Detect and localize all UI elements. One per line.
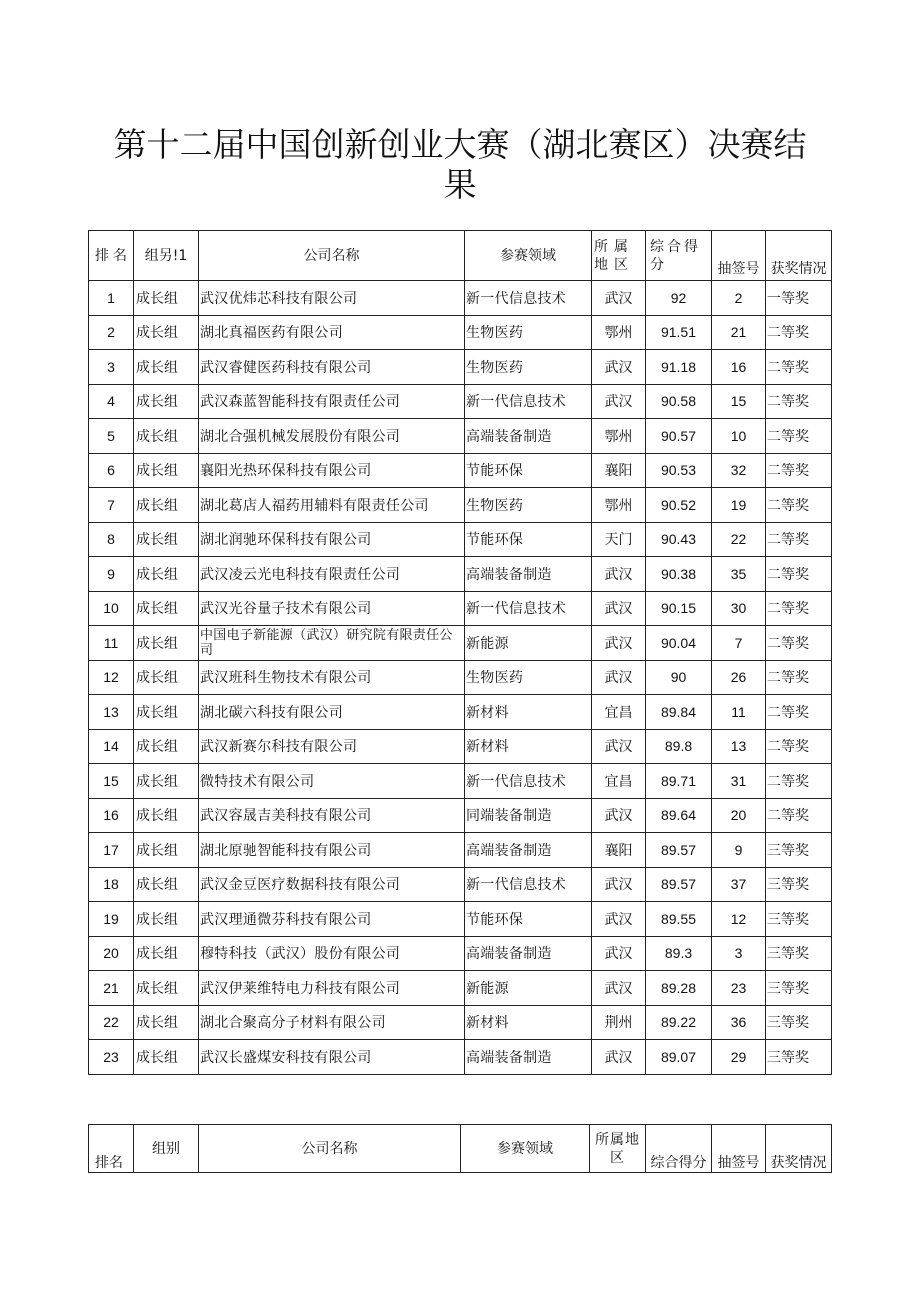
cell-region: 武汉: [592, 660, 646, 695]
cell-draw: 29: [712, 1040, 766, 1075]
cell-group: 成长组: [134, 833, 199, 868]
cell-company: 武汉新赛尔科技有限公司: [199, 729, 465, 764]
table-row: [89, 660, 832, 695]
cell-rank: 11: [89, 626, 134, 661]
cell-region: 鄂州: [592, 315, 646, 350]
header-award: 获奖情况: [766, 231, 832, 281]
table-row: [89, 522, 832, 557]
cell-field: 新材料: [465, 729, 592, 764]
cell-score: 89.64: [646, 798, 712, 833]
cell-region: 襄阳: [592, 453, 646, 488]
cell-company: 湖北碳六科技有限公司: [199, 695, 465, 730]
cell-field: 新一代信息技术: [465, 281, 592, 316]
cell-region: 武汉: [592, 729, 646, 764]
cell-draw: 26: [712, 660, 766, 695]
cell-award: 二等奖: [766, 695, 832, 730]
cell-company: 湖北合聚高分子材料有限公司: [199, 1005, 465, 1040]
results-table-continued: [88, 1124, 832, 1173]
cell-field: 节能环保: [465, 522, 592, 557]
cell-draw: 20: [712, 798, 766, 833]
table-row: [89, 695, 832, 730]
table-row: [89, 384, 832, 419]
cell-score: 90.38: [646, 557, 712, 592]
cell-award: 二等奖: [766, 729, 832, 764]
table-row: [89, 936, 832, 971]
cell-region: 武汉: [592, 902, 646, 937]
header-field: 参赛领域: [461, 1125, 590, 1173]
cell-region: 武汉: [592, 971, 646, 1006]
header-region: 所属地区: [592, 231, 646, 281]
table-row: [89, 350, 832, 385]
cell-region: 武汉: [592, 557, 646, 592]
table-body: [89, 281, 832, 1075]
cell-award: 三等奖: [766, 1040, 832, 1075]
cell-rank: 4: [89, 384, 134, 419]
cell-rank: 6: [89, 453, 134, 488]
cell-draw: 11: [712, 695, 766, 730]
cell-score: 89.3: [646, 936, 712, 971]
cell-draw: 37: [712, 867, 766, 902]
cell-draw: 32: [712, 453, 766, 488]
cell-company: 武汉理通微芬科技有限公司: [199, 902, 465, 937]
header-draw: 抽签号: [712, 1125, 766, 1173]
table-row: [89, 453, 832, 488]
cell-company: 武汉森蓝智能科技有限责任公司: [199, 384, 465, 419]
cell-company: 微特技术有限公司: [199, 764, 465, 799]
cell-field: 高端装备制造: [465, 1040, 592, 1075]
cell-region: 宜昌: [592, 764, 646, 799]
cell-score: 89.71: [646, 764, 712, 799]
cell-draw: 22: [712, 522, 766, 557]
cell-group: 成长组: [134, 350, 199, 385]
cell-company: 武汉长盛煤安科技有限公司: [199, 1040, 465, 1075]
cell-region: 天门: [592, 522, 646, 557]
header-score: 综合得分: [646, 1125, 712, 1173]
cell-score: 89.57: [646, 867, 712, 902]
cell-award: 三等奖: [766, 833, 832, 868]
cell-field: 高端装备制造: [465, 557, 592, 592]
cell-score: 90.04: [646, 626, 712, 661]
cell-field: 新一代信息技术: [465, 764, 592, 799]
table-row: [89, 833, 832, 868]
cell-field: 新一代信息技术: [465, 591, 592, 626]
cell-field: 同端装备制造: [465, 798, 592, 833]
cell-rank: 15: [89, 764, 134, 799]
cell-group: 成长组: [134, 660, 199, 695]
cell-award: 二等奖: [766, 419, 832, 454]
cell-score: 90.52: [646, 488, 712, 523]
cell-draw: 36: [712, 1005, 766, 1040]
table-row: [89, 729, 832, 764]
cell-field: 生物医药: [465, 660, 592, 695]
cell-award: 三等奖: [766, 1005, 832, 1040]
cell-field: 生物医药: [465, 315, 592, 350]
header-group: 组别: [134, 1125, 199, 1173]
cell-draw: 2: [712, 281, 766, 316]
table-row: [89, 902, 832, 937]
cell-field: 新能源: [465, 626, 592, 661]
cell-group: 成长组: [134, 971, 199, 1006]
cell-draw: 12: [712, 902, 766, 937]
cell-score: 90.43: [646, 522, 712, 557]
cell-company: 湖北葛店人福药用辅料有限责任公司: [199, 488, 465, 523]
cell-award: 三等奖: [766, 867, 832, 902]
header-company: 公司名称: [199, 1125, 461, 1173]
header-rank: 排名: [89, 1125, 134, 1173]
cell-draw: 35: [712, 557, 766, 592]
cell-group: 成长组: [134, 488, 199, 523]
cell-draw: 23: [712, 971, 766, 1006]
cell-group: 成长组: [134, 1040, 199, 1075]
header-rank: 排名: [89, 231, 134, 281]
header-award: 获奖情况: [766, 1125, 832, 1173]
table-row: [89, 557, 832, 592]
cell-group: 成长组: [134, 867, 199, 902]
cell-rank: 12: [89, 660, 134, 695]
cell-region: 武汉: [592, 281, 646, 316]
table-row: [89, 867, 832, 902]
cell-draw: 19: [712, 488, 766, 523]
table-row: [89, 315, 832, 350]
cell-award: 二等奖: [766, 764, 832, 799]
cell-draw: 7: [712, 626, 766, 661]
cell-company: 湖北润驰环保科技有限公司: [199, 522, 465, 557]
cell-rank: 10: [89, 591, 134, 626]
cell-award: 二等奖: [766, 557, 832, 592]
cell-score: 89.28: [646, 971, 712, 1006]
cell-group: 成长组: [134, 936, 199, 971]
cell-award: 二等奖: [766, 384, 832, 419]
cell-draw: 30: [712, 591, 766, 626]
cell-rank: 8: [89, 522, 134, 557]
cell-region: 武汉: [592, 350, 646, 385]
cell-draw: 16: [712, 350, 766, 385]
table-row: [89, 1040, 832, 1075]
cell-score: 90.58: [646, 384, 712, 419]
cell-award: 二等奖: [766, 798, 832, 833]
table-row: [89, 1005, 832, 1040]
cell-score: 89.07: [646, 1040, 712, 1075]
cell-score: 89.8: [646, 729, 712, 764]
cell-field: 节能环保: [465, 453, 592, 488]
header-score: 综合得分: [646, 231, 712, 281]
cell-field: 生物医药: [465, 488, 592, 523]
cell-company: 湖北原驰智能科技有限公司: [199, 833, 465, 868]
cell-company: 武汉凌云光电科技有限责任公司: [199, 557, 465, 592]
cell-region: 武汉: [592, 591, 646, 626]
cell-award: 二等奖: [766, 315, 832, 350]
cell-draw: 13: [712, 729, 766, 764]
cell-region: 武汉: [592, 1040, 646, 1075]
cell-score: 91.18: [646, 350, 712, 385]
cell-region: 武汉: [592, 384, 646, 419]
cell-rank: 20: [89, 936, 134, 971]
cell-company: 武汉班科生物技术有限公司: [199, 660, 465, 695]
cell-rank: 17: [89, 833, 134, 868]
cell-field: 新一代信息技术: [465, 867, 592, 902]
cell-group: 成长组: [134, 453, 199, 488]
cell-company: 穆特科技（武汉）股份有限公司: [199, 936, 465, 971]
cell-region: 荆州: [592, 1005, 646, 1040]
cell-company: 武汉睿健医药科技有限公司: [199, 350, 465, 385]
cell-draw: 9: [712, 833, 766, 868]
header-company: 公司名称: [199, 231, 465, 281]
cell-rank: 21: [89, 971, 134, 1006]
table-row: [89, 798, 832, 833]
cell-award: 一等奖: [766, 281, 832, 316]
cell-award: 二等奖: [766, 591, 832, 626]
cell-field: 新一代信息技术: [465, 384, 592, 419]
cell-company: 武汉容晟吉美科技有限公司: [199, 798, 465, 833]
cell-rank: 2: [89, 315, 134, 350]
cell-group: 成长组: [134, 729, 199, 764]
cell-region: 襄阳: [592, 833, 646, 868]
cell-group: 成长组: [134, 315, 199, 350]
cell-region: 宜昌: [592, 695, 646, 730]
cell-group: 成长组: [134, 281, 199, 316]
cell-award: 三等奖: [766, 936, 832, 971]
cell-draw: 10: [712, 419, 766, 454]
cell-award: 二等奖: [766, 522, 832, 557]
cell-company: 武汉光谷量子技术有限公司: [199, 591, 465, 626]
table-header-row: [89, 231, 832, 281]
cell-score: 90.57: [646, 419, 712, 454]
cell-company: 武汉伊莱维特电力科技有限公司: [199, 971, 465, 1006]
cell-score: 91.51: [646, 315, 712, 350]
cell-award: 二等奖: [766, 660, 832, 695]
cell-draw: 31: [712, 764, 766, 799]
cell-company: 武汉优炜芯科技有限公司: [199, 281, 465, 316]
cell-group: 成长组: [134, 557, 199, 592]
cell-rank: 3: [89, 350, 134, 385]
cell-field: 高端装备制造: [465, 936, 592, 971]
header-group: 组另!1: [134, 231, 199, 281]
cell-group: 成长组: [134, 1005, 199, 1040]
cell-score: 90: [646, 660, 712, 695]
results-table: [88, 230, 832, 1075]
cell-group: 成长组: [134, 591, 199, 626]
cell-award: 二等奖: [766, 453, 832, 488]
cell-field: 节能环保: [465, 902, 592, 937]
cell-group: 成长组: [134, 384, 199, 419]
cell-field: 新材料: [465, 1005, 592, 1040]
table-row: [89, 488, 832, 523]
cell-award: 二等奖: [766, 488, 832, 523]
cell-company: 湖北合强机械发展股份有限公司: [199, 419, 465, 454]
cell-field: 高端装备制造: [465, 419, 592, 454]
cell-score: 90.15: [646, 591, 712, 626]
header-region: 所属地区: [590, 1125, 646, 1173]
cell-group: 成长组: [134, 902, 199, 937]
cell-region: 武汉: [592, 867, 646, 902]
cell-group: 成长组: [134, 695, 199, 730]
cell-rank: 18: [89, 867, 134, 902]
header-field: 参赛领域: [465, 231, 592, 281]
cell-score: 92: [646, 281, 712, 316]
table-row: [89, 591, 832, 626]
table-row: [89, 764, 832, 799]
cell-company: 襄阳光热环保科技有限公司: [199, 453, 465, 488]
cell-field: 生物医药: [465, 350, 592, 385]
cell-company: 中国电子新能源（武汉）研究院有限责任公司: [199, 626, 465, 661]
cell-draw: 21: [712, 315, 766, 350]
cell-rank: 22: [89, 1005, 134, 1040]
cell-score: 90.53: [646, 453, 712, 488]
cell-rank: 14: [89, 729, 134, 764]
table-row: [89, 281, 832, 316]
cell-score: 89.55: [646, 902, 712, 937]
cell-rank: 19: [89, 902, 134, 937]
table-row: [89, 419, 832, 454]
cell-rank: 16: [89, 798, 134, 833]
cell-field: 新材料: [465, 695, 592, 730]
page-title: 第十二届中国创新创业大赛（湖北赛区）决赛结果: [113, 125, 807, 204]
cell-rank: 9: [89, 557, 134, 592]
cell-rank: 13: [89, 695, 134, 730]
cell-rank: 5: [89, 419, 134, 454]
table-row: [89, 626, 832, 661]
cell-award: 二等奖: [766, 350, 832, 385]
cell-score: 89.22: [646, 1005, 712, 1040]
cell-region: 鄂州: [592, 419, 646, 454]
header-draw: 抽签号: [712, 231, 766, 281]
cell-award: 三等奖: [766, 971, 832, 1006]
cell-group: 成长组: [134, 626, 199, 661]
cell-company: 湖北真福医药有限公司: [199, 315, 465, 350]
cell-region: 武汉: [592, 626, 646, 661]
cell-region: 武汉: [592, 936, 646, 971]
cell-company: 武汉金豆医疗数据科技有限公司: [199, 867, 465, 902]
cell-region: 武汉: [592, 798, 646, 833]
cell-group: 成长组: [134, 798, 199, 833]
cell-rank: 7: [89, 488, 134, 523]
cell-award: 三等奖: [766, 902, 832, 937]
cell-field: 高端装备制造: [465, 833, 592, 868]
cell-score: 89.84: [646, 695, 712, 730]
cell-draw: 15: [712, 384, 766, 419]
cell-group: 成长组: [134, 522, 199, 557]
cell-draw: 3: [712, 936, 766, 971]
table-row: [89, 971, 832, 1006]
cell-score: 89.57: [646, 833, 712, 868]
cell-rank: 23: [89, 1040, 134, 1075]
cell-field: 新能源: [465, 971, 592, 1006]
cell-rank: 1: [89, 281, 134, 316]
table-header-row: [89, 1125, 832, 1173]
cell-group: 成长组: [134, 419, 199, 454]
cell-group: 成长组: [134, 764, 199, 799]
cell-region: 鄂州: [592, 488, 646, 523]
cell-award: 二等奖: [766, 626, 832, 661]
